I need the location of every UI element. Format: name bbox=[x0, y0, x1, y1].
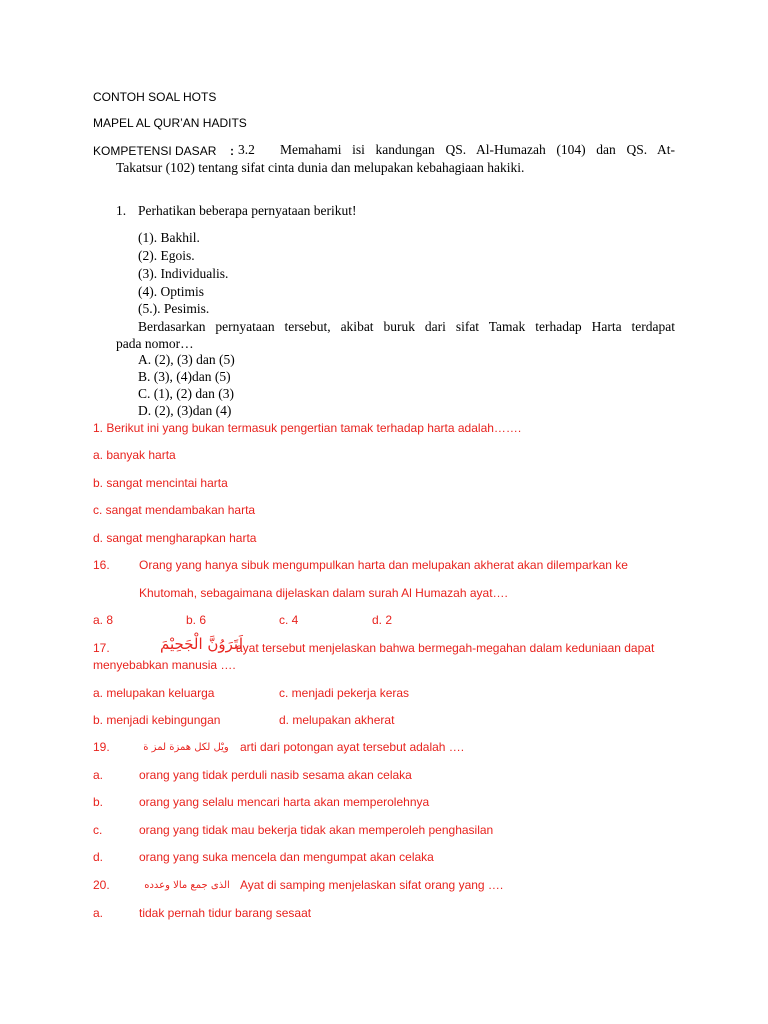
q17-option: c. menjadi pekerja keras bbox=[279, 686, 410, 700]
q1-question-line2: pada nomor… bbox=[116, 336, 194, 351]
q17-line2: menyebabkan manusia …. bbox=[93, 658, 236, 672]
q17-option: b. menjadi kebingungan bbox=[93, 713, 221, 727]
document-title: CONTOH SOAL HOTS bbox=[93, 90, 217, 104]
q16-option: d. 2 bbox=[372, 613, 393, 627]
q19-arabic-text: ويْل لكل همزة لمز ة bbox=[143, 742, 229, 753]
q16-option: c. 4 bbox=[279, 613, 299, 627]
q20-option-letter: a. bbox=[93, 906, 104, 920]
q17-line1: ayat tersebut menjelaskan bahwa bermegah-megahan dalam keduniaan dapat bbox=[236, 641, 655, 655]
q17-arabic-text: لَتَرَوُنَّ الْجَحِيْمَ bbox=[160, 635, 244, 653]
subject-line: MAPEL AL QUR’AN HADITS bbox=[93, 116, 247, 130]
q17-option: a. melupakan keluarga bbox=[93, 686, 215, 700]
q1-option: D. (2), (3)dan (4) bbox=[138, 403, 232, 418]
kd-text-line1: Memahami isi kandungan QS. Al-Humazah (104) dan QS. At- bbox=[280, 142, 675, 157]
q1-option: A. (2), (3) dan (5) bbox=[138, 352, 235, 367]
q16-number: 16. bbox=[93, 558, 110, 572]
q1-option: B. (3), (4)dan (5) bbox=[138, 369, 231, 384]
kd-colon: : bbox=[230, 144, 234, 158]
q19-option-letter: c. bbox=[93, 823, 103, 837]
q19-option-letter: b. bbox=[93, 795, 104, 809]
q16-line2: Khutomah, sebagaimana dijelaskan dalam surah Al Humazah ayat…. bbox=[139, 586, 508, 600]
q17-option: d. melupakan akherat bbox=[279, 713, 395, 727]
q19-arabic-verse bbox=[138, 738, 234, 756]
q1-item: (5.). Pesimis. bbox=[138, 301, 210, 316]
q1b-option: b. sangat mencintai harta bbox=[93, 476, 228, 490]
q1b-option: a. banyak harta bbox=[93, 448, 176, 462]
q1-item: (2). Egois. bbox=[138, 248, 195, 263]
q19-option-text: orang yang selalu mencari harta akan memperolehnya bbox=[139, 795, 430, 809]
q1-prompt: Perhatikan beberapa pernyataan berikut! bbox=[138, 203, 357, 218]
q19-option-letter: d. bbox=[93, 850, 104, 864]
q17-arabic-verse bbox=[160, 635, 244, 653]
q1-number: 1. bbox=[116, 203, 127, 218]
q19-option-text: orang yang tidak mau bekerja tidak akan memperoleh penghasilan bbox=[139, 823, 494, 837]
q1-item: (1). Bakhil. bbox=[138, 230, 200, 245]
q1-item: (4). Optimis bbox=[138, 284, 204, 299]
q20-number: 20. bbox=[93, 878, 110, 892]
q20-option-text: tidak pernah tidur barang sesaat bbox=[139, 906, 312, 920]
q20-arabic-text: الذى جمع مالا وعدده bbox=[144, 880, 230, 891]
q16-option: a. 8 bbox=[93, 613, 114, 627]
q20-arabic-verse bbox=[138, 876, 236, 894]
q19-number: 19. bbox=[93, 740, 110, 754]
q16-line1: Orang yang hanya sibuk mengumpulkan harta dan melupakan akherat akan dilemparkan ke bbox=[139, 558, 628, 572]
q16-option: b. 6 bbox=[186, 613, 207, 627]
q1-item: (3). Individualis. bbox=[138, 266, 229, 281]
kd-label: KOMPETENSI DASAR bbox=[93, 144, 217, 158]
q19-option-text: orang yang suka mencela dan mengumpat akan celaka bbox=[139, 850, 434, 864]
kd-text-line2: Takatsur (102) tentang sifat cinta dunia dan melupakan kebahagiaan hakiki. bbox=[116, 160, 525, 175]
q20-text: Ayat di samping menjelaskan sifat orang yang …. bbox=[240, 878, 504, 892]
q1-question-line1: Berdasarkan pernyataan tersebut, akibat buruk dari sifat Tamak terhadap Harta terdapat bbox=[138, 319, 675, 334]
q19-option-text: orang yang tidak perduli nasib sesama akan celaka bbox=[139, 768, 412, 782]
kd-number: 3.2 bbox=[238, 142, 255, 157]
q1b-text: 1. Berikut ini yang bukan termasuk pengertian tamak terhadap harta adalah……. bbox=[93, 421, 522, 435]
q1b-option: d. sangat mengharapkan harta bbox=[93, 531, 257, 545]
q17-number: 17. bbox=[93, 641, 110, 655]
q19-option-letter: a. bbox=[93, 768, 104, 782]
q1-option: C. (1), (2) dan (3) bbox=[138, 386, 234, 401]
q19-text: arti dari potongan ayat tersebut adalah …. bbox=[240, 740, 465, 754]
q1b-option: c. sangat mendambakan harta bbox=[93, 503, 256, 517]
